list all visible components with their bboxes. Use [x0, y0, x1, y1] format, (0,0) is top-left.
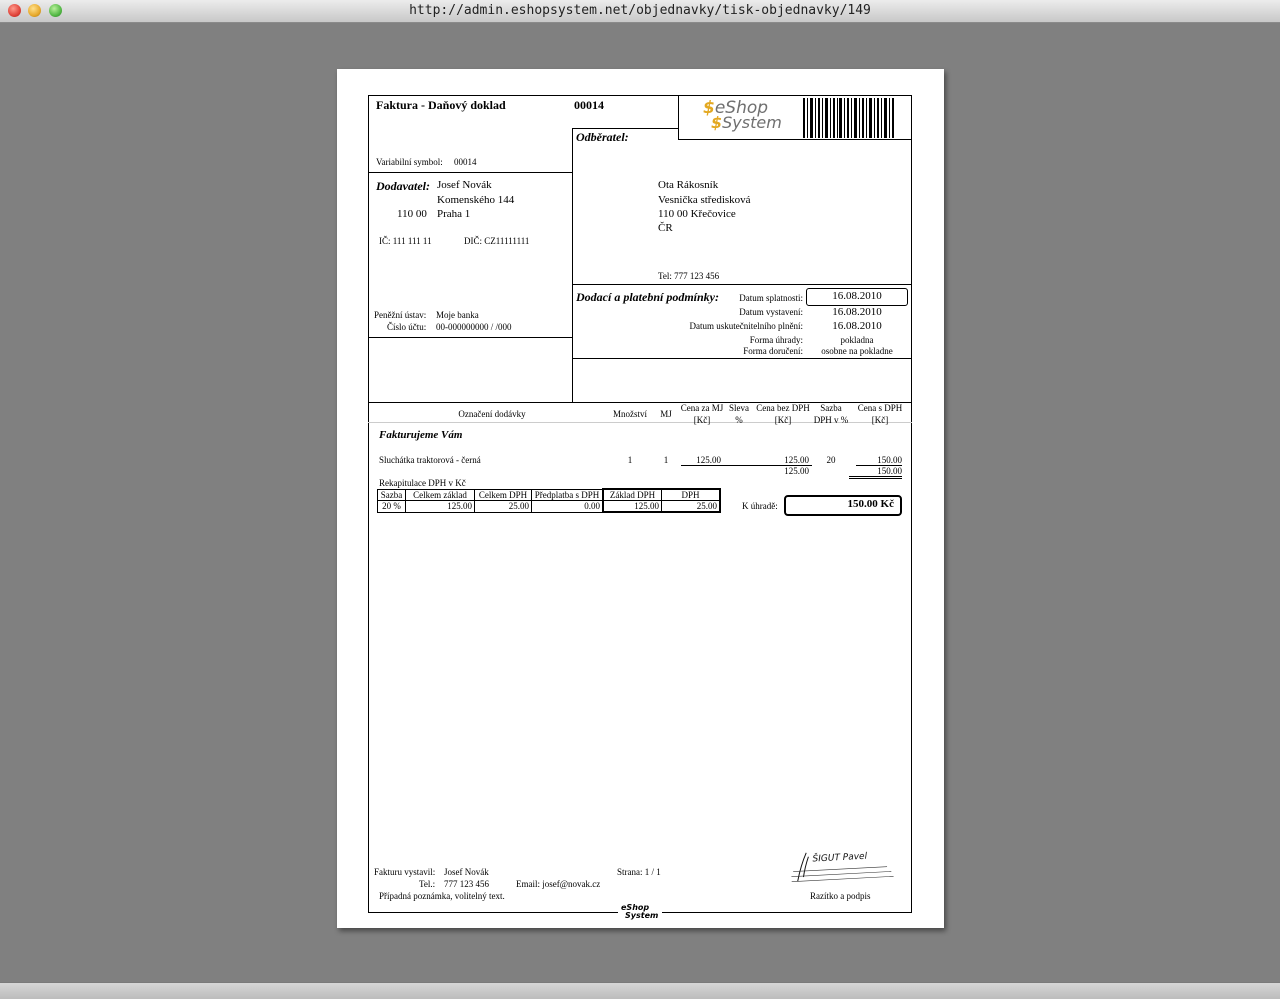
- subtotal-net: 125.00: [784, 466, 809, 476]
- col-qty: Množství: [612, 409, 647, 419]
- divider-bank: [368, 337, 572, 338]
- issued-by-label: Fakturu vystavil:: [374, 867, 436, 877]
- recap-head-vat-base: Základ DPH: [603, 489, 662, 501]
- recap-vat: 25.00: [662, 501, 721, 513]
- recap-value-row: [378, 501, 721, 513]
- supplier-street: Komenského 144: [437, 194, 515, 206]
- subtotal-underline-1: [849, 476, 902, 477]
- payment-label: Forma úhrady:: [749, 335, 803, 345]
- vat-recap-table: [377, 488, 721, 513]
- customer-street: Vesnička středisková: [658, 194, 751, 206]
- window-title-url: http://admin.eshopsystem.net/objednavky/tisk-objednavky/149: [409, 3, 871, 18]
- recap-prepay: 0.00: [532, 501, 604, 513]
- frame-bottom-left: [368, 912, 618, 913]
- col-designation: Označení dodávky: [458, 409, 526, 419]
- col-price-unit-1: Cena za MJ: [680, 403, 724, 413]
- recap-rate: 20 %: [378, 501, 406, 513]
- footer-note: Případná poznámka, volitelný text.: [379, 891, 505, 901]
- frame-right: [911, 95, 912, 913]
- recap-head-base: Celkem základ: [406, 489, 475, 501]
- footer-tel-label: Tel.:: [419, 879, 436, 889]
- col-price-net-1: Cena bez DPH: [756, 403, 810, 413]
- col-price-net-2: [Kč]: [774, 415, 792, 425]
- supplier-label: Dodavatel:: [376, 179, 430, 193]
- stamp-label: Razítko a podpis: [810, 891, 871, 901]
- supplier-dic: DIČ: CZ11111111: [464, 236, 530, 246]
- variable-symbol-value: 00014: [454, 157, 477, 167]
- divider-conditions-top: [572, 284, 912, 285]
- divider-customer-top: [572, 128, 678, 129]
- col-price-gross-2: [Kč]: [871, 415, 889, 425]
- frame-left: [368, 95, 369, 913]
- col-price-unit-2: [Kč]: [693, 415, 711, 425]
- to-pay-label: K úhradě:: [742, 501, 778, 511]
- eshop-system-logo: $eShop $System: [703, 98, 782, 132]
- to-pay-box: [784, 495, 902, 516]
- invoice-title: Faktura - Daňový doklad: [376, 98, 506, 112]
- customer-name: Ota Rákosník: [658, 179, 719, 191]
- due-date-label: Datum splatnosti:: [739, 293, 803, 303]
- col-discount-1: Sleva: [729, 403, 749, 413]
- divider-supplier-top: [368, 172, 572, 173]
- conditions-label: Dodací a platební podmínky:: [576, 290, 719, 304]
- col-price-gross-1: Cena s DPH: [857, 403, 903, 413]
- recap-title: Rekapitulace DPH v Kč: [379, 478, 466, 488]
- customer-country: ČR: [658, 222, 673, 234]
- supplier-ic: IČ: 111 111 11: [379, 236, 432, 246]
- recap-vat-base: 125.00: [603, 501, 662, 513]
- customer-label: Odběratel:: [576, 130, 629, 144]
- barcode-icon: [803, 98, 895, 138]
- issued-date-label: Datum vystavení:: [739, 307, 803, 317]
- item-price: 125.00: [696, 455, 721, 465]
- issued-by-value: Josef Novák: [444, 867, 489, 877]
- taxable-date-label: Datum uskutečnitelního plnění:: [689, 321, 803, 331]
- payment-value: pokladna: [840, 335, 874, 345]
- supplier-city: Praha 1: [437, 208, 471, 220]
- footer-email: Email: josef@novak.cz: [516, 879, 601, 889]
- recap-head-vat: DPH: [662, 489, 721, 501]
- bank-value: Moje banka: [436, 310, 479, 320]
- window-titlebar: [0, 0, 1280, 23]
- col-rate-1: Sazba: [820, 403, 842, 413]
- recap-header-row: [378, 489, 721, 501]
- col-unit: MJ: [660, 409, 672, 419]
- recap-base: 125.00: [406, 501, 475, 513]
- frame-bottom-right: [662, 912, 912, 913]
- subtotal-underline-2: [849, 478, 902, 479]
- col-discount-2: %: [735, 415, 743, 425]
- invoice-number: 00014: [574, 98, 604, 112]
- bank-label: Peněžní ústav:: [374, 310, 427, 320]
- delivery-label: Forma doručení:: [743, 346, 803, 356]
- issued-date-value: 16.08.2010: [832, 306, 882, 318]
- divider-logo: [678, 95, 679, 139]
- items-intro: Fakturujeme Vám: [379, 429, 463, 441]
- supplier-name: Josef Novák: [437, 179, 492, 191]
- item-name: Sluchátka traktorová - černá: [379, 455, 481, 465]
- item-net: 125.00: [784, 455, 809, 465]
- customer-tel: Tel: 777 123 456: [658, 271, 720, 281]
- divider-vertical: [572, 128, 573, 403]
- supplier-zip: 110 00: [397, 208, 427, 220]
- signature-scribble-icon: [786, 846, 898, 888]
- recap-head-rate: Sazba: [378, 489, 406, 501]
- item-unit: 1: [663, 455, 669, 465]
- account-label: Číslo účtu:: [387, 322, 427, 332]
- item-gross: 150.00: [877, 455, 902, 465]
- divider-logo-bottom: [678, 139, 912, 140]
- frame-top: [368, 95, 912, 96]
- account-value: 00-000000000 / /000: [436, 322, 512, 332]
- recap-head-vat-total: Celkem DPH: [475, 489, 532, 501]
- due-date-value: 16.08.2010: [832, 290, 882, 302]
- col-rate-2: DPH v %: [813, 415, 849, 425]
- divider-conditions-bottom: [572, 358, 912, 359]
- item-qty: 1: [627, 455, 633, 465]
- footer-eshop-logo: eShop System: [621, 903, 659, 920]
- customer-zip-city: 110 00 Křečovice: [658, 208, 736, 220]
- subtotal-gross: 150.00: [877, 466, 902, 476]
- variable-symbol-label: Variabilní symbol:: [376, 157, 443, 167]
- item-rate: 20: [826, 455, 836, 465]
- footer-tel-value: 777 123 456: [444, 879, 489, 889]
- recap-vat-total: 25.00: [475, 501, 532, 513]
- delivery-value: osobne na pokladne: [821, 346, 893, 356]
- signature-stamp: ŠIGUT Pavel: [786, 846, 898, 888]
- invoice-page: [337, 69, 944, 928]
- to-pay-value: 150.00 Kč: [847, 498, 894, 510]
- taxable-date-value: 16.08.2010: [832, 320, 882, 332]
- page-number: Strana: 1 / 1: [617, 867, 661, 877]
- recap-head-prepay: Předplatba s DPH: [532, 489, 604, 501]
- status-bar: [0, 982, 1280, 999]
